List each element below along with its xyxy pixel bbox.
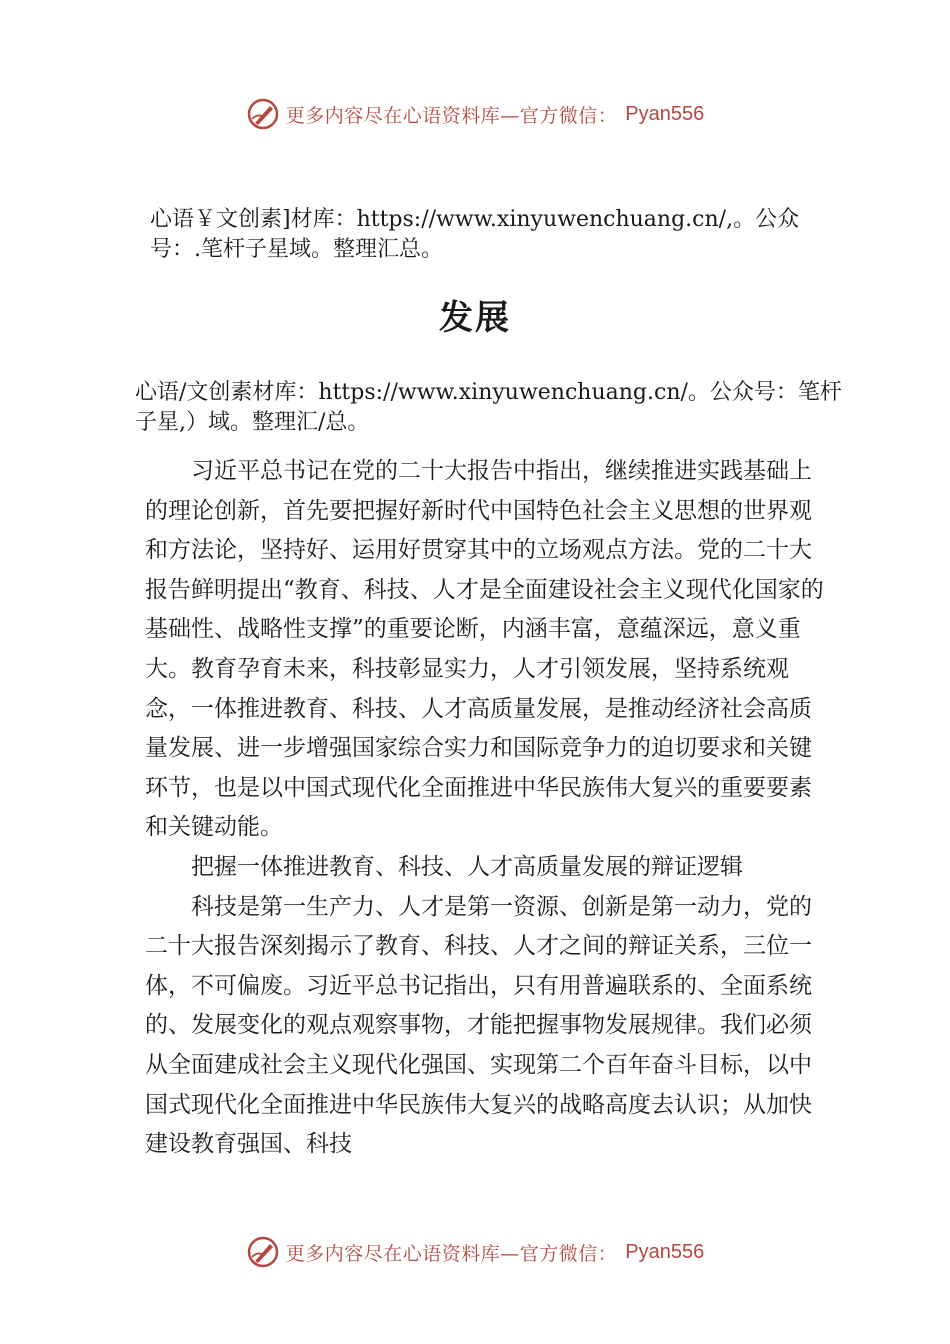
paragraph: 科技是第一生产力、人才是第一资源、创新是第一动力，党的二十大报告深刻揭示了教育、科技、人才之间的辩证关系，三位一体，不可偏废。习近平总书记指出，只有用普遍联系的、全面系统的、发展变化的观点观察事物，才能把握事物发展规律。我们必须从全面建成社会主义现代化强国、实现第二个百年奋斗目标，以中国式现代化全面推进中华民族伟大复兴的战略高度去认识；从加快建设教育强国、科技 [145,893,812,1158]
pen-logo-icon [246,97,280,131]
pen-logo-icon [246,1235,280,1269]
banner-text: 更多内容尽在心语资料库—官方微信： [285,1242,618,1265]
ad-line-1: 心语￥文创素]材库：https://www.xinyuwenchuang.cn/,。公众号：.笔杆子星域。整理汇总。 [150,207,800,262]
banner-wechat-id: Pyan556 [625,1240,705,1263]
banner-text: 更多内容尽在心语资料库—官方微信： [285,104,618,127]
header-watermark-banner [0,94,950,134]
banner-wechat-id: Pyan556 [625,102,705,125]
footer-watermark-banner [0,1232,950,1272]
body-text [145,452,825,1165]
ad-line-2: 心语/文创素材库：https://www.xinyuwenchuang.cn/。公众号：笔杆子星,）域。整理汇/总。 [135,380,842,435]
page-title: 发展 [439,298,511,338]
paragraph: 习近平总书记在党的二十大报告中指出，继续推进实践基础上的理论创新，首先要把握好新时代中国特色社会主义思想的世界观和方法论，坚持好、运用好贯穿其中的立场观点方法。党的二十大报告鲜明提出“教育、科技、人才是全面建设社会主义现代化国家的基础性、战略性支撑”的重要论断，内涵丰富，意蕴深远，意义重大。教育孕育未来，科技彰显实力，人才引领发展，坚持系统观念，一体推进教育、科技、人才高质量发展，是推动经济社会高质量发展、进一步增强国家综合实力和国际竞争力的迫切要求和关键环节，也是以中国式现代化全面推进中华民族伟大复兴的重要要素和关键动能。 [145,458,824,841]
section-heading: 把握一体推进教育、科技、人才高质量发展的辩证逻辑 [191,853,743,880]
